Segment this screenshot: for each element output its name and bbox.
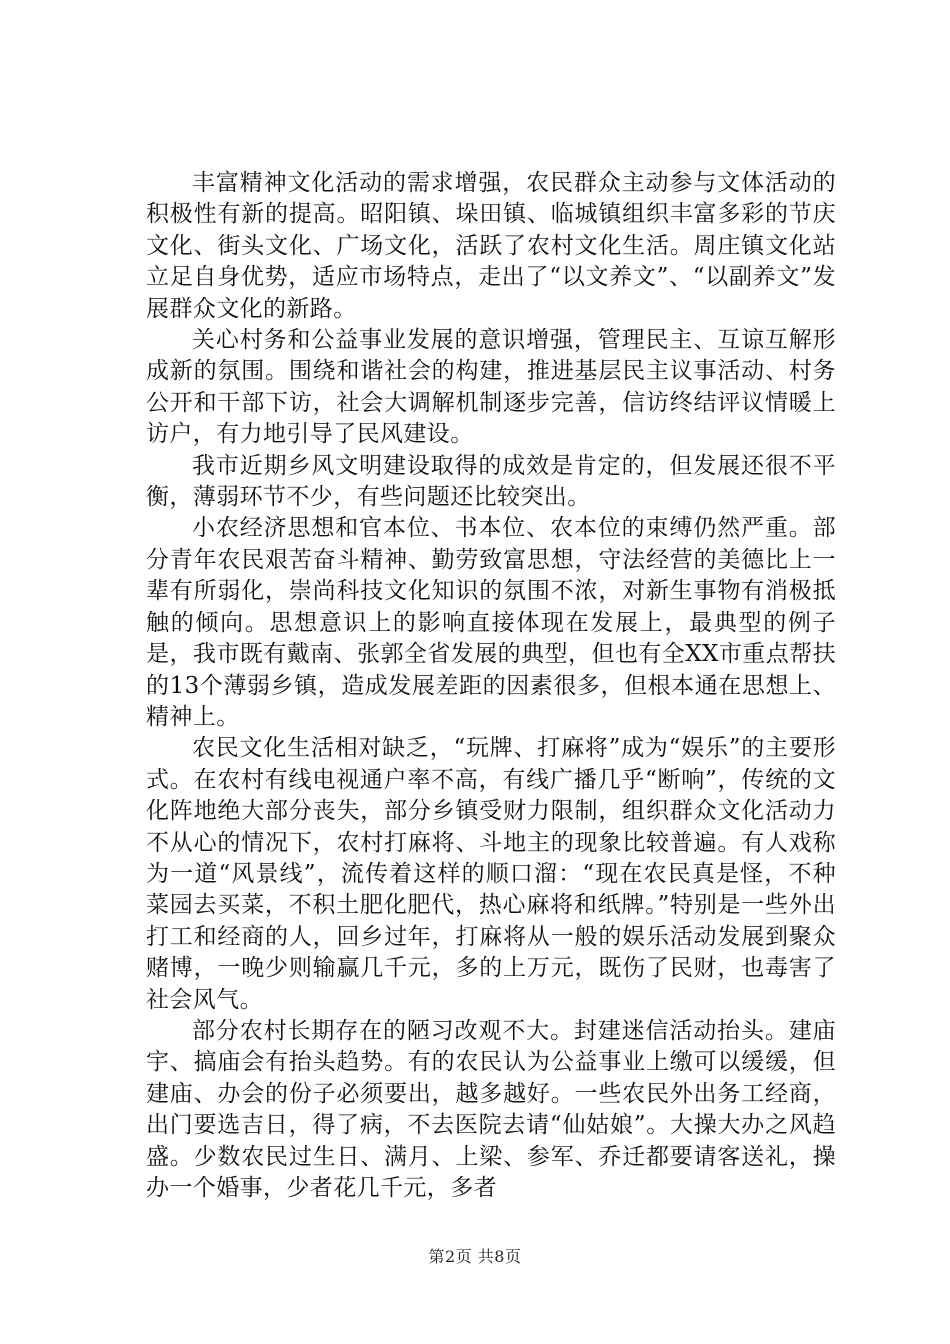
paragraph-2: 关心村务和公益事业发展的意识增强，管理民主、互谅互解形成新的氛围。围绕和谐社会的构建，推进基层民主议事活动、村务公开和干部下访，社会大调解机制逐步完善，信访终结评议情暖上访户，有力地引导了民风建设。 xyxy=(146,327,836,448)
paragraph-5: 农民文化生活相对缺乏，“玩牌、打麻将”成为“娱乐”的主要形式。在农村有线电视通户率不高，有线广播几乎“断响”，传统的文化阵地绝大部分丧失，部分乡镇受财力限制，组织群众文化活动力不从心的情况下，农村打麻将、斗地主的现象比较普遍。有人戏称为一道“风景线”，流传着这样的顺口溜：“现在农民真是怪，不种菜园去买菜，不积土肥化肥代，热心麻将和纸牌。”特别是一些外出打工和经商的人，回乡过年，打麻将从一般的娱乐活动发展到聚众赌博，一晚少则输赢几千元，多的上万元，既伤了民财，也毒害了社会风气。 xyxy=(146,735,836,1013)
paragraph-3: 我市近期乡风文明建设取得的成效是肯定的，但发展还很不平衡，薄弱环节不少，有些问题还比较突出。 xyxy=(146,452,836,511)
paragraph-1: 丰富精神文化活动的需求增强，农民群众主动参与文体活动的积极性有新的提高。昭阳镇、垛田镇、临城镇组织丰富多彩的节庆文化、街头文化、广场文化，活跃了农村文化生活。周庄镇文化站立足自身优势，适应市场特点，走出了“以文养文”、“以副养文”发展群众文化的新路。 xyxy=(146,170,836,322)
document-body xyxy=(146,168,836,1204)
page-number-footer: 第2页 共8页 xyxy=(428,1247,522,1266)
paragraph-6: 部分农村长期存在的陋习改观不大。封建迷信活动抬头。建庙宇、搞庙会有抬头趋势。有的农民认为公益事业上缴可以缓缓，但建庙、办会的份子必须要出，越多越好。一些农民外出务工经商，出门要选吉日，得了病，不去医院去请“仙姑娘”。大操大办之风趋盛。少数农民过生日、满月、上梁、参军、乔迁都要请客送礼，操办一个婚事，少者花几千元，多者 xyxy=(146,1017,836,1201)
paragraph-4: 小农经济思想和官本位、书本位、农本位的束缚仍然严重。部分青年农民艰苦奋斗精神、勤劳致富思想，守法经营的美德比上一辈有所弱化，崇尚科技文化知识的氛围不浓，对新生事物有消极抵触的倾向。思想意识上的影响直接体现在发展上，最典型的例子是，我市既有戴南、张郭全省发展的典型，但也有全XX市重点帮扶的13个薄弱乡镇，造成发展差距的因素很多，但根本通在思想上、精神上。 xyxy=(146,515,836,730)
